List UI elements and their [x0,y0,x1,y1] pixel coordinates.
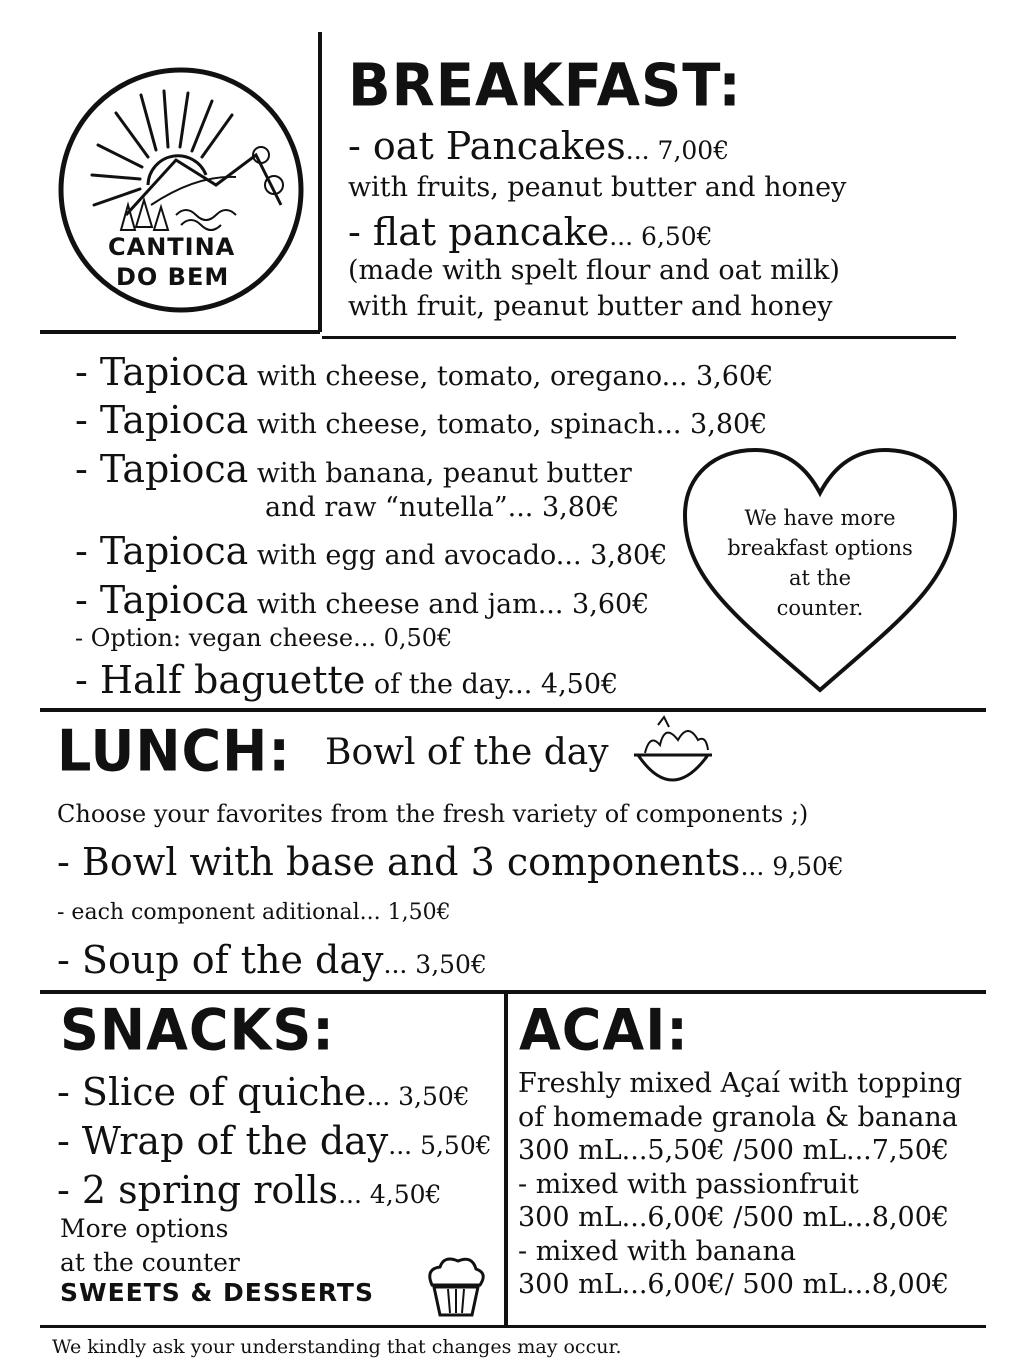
snacks-more-line1: More options [60,1214,229,1243]
acai-line: - mixed with passionfruit [518,1169,859,1200]
lunch-item [57,840,844,884]
acai-line: Freshly mixed Açaí with topping [518,1068,963,1099]
tapioca-item-cont: and raw “nutella”... 3,80€ [265,492,620,523]
item-name: - Tapioca [75,350,249,394]
acai-line: 300 mL...6,00€/ 500 mL...8,00€ [518,1269,950,1300]
logo [56,65,306,315]
breakfast-item [348,124,729,168]
item-name: - Tapioca [75,398,249,442]
item-name: - Tapioca [75,447,249,491]
heart-note-line: We have more [744,506,896,530]
item-name: - Wrap of the day [57,1119,389,1163]
logo-line1: CANTINA [108,233,236,261]
divider-logo-vertical [318,32,322,332]
snacks-more-line2: at the counter [60,1248,240,1277]
lunch-title: LUNCH: [57,718,291,785]
item-name: - Half baguette [75,658,366,702]
divider-footer-top [40,1325,986,1328]
tapioca-item [75,658,618,702]
item-price: ... 6,50€ [609,222,713,251]
item-name: - 2 spring rolls [57,1168,339,1212]
snack-item [57,1168,441,1212]
divider-logo-horizontal [40,330,320,334]
item-detail: with cheese, tomato, spinach... 3,80€ [248,409,768,440]
breakfast-desc: with fruits, peanut butter and honey [348,172,847,203]
salad-bowl-icon [630,715,715,795]
acai-line: 300 mL...5,50€ /500 mL...7,50€ [518,1135,950,1166]
item-name: - Slice of quiche [57,1070,367,1114]
item-detail: of the day... 4,50€ [365,669,619,700]
item-name: - Soup of the day [57,938,384,982]
lunch-subtitle: Bowl of the day [325,732,609,773]
heart-note-line: at the [788,566,852,590]
heart-note-line: breakfast options [727,536,913,560]
item-name: - Tapioca [75,578,249,622]
item-price: ... 3,50€ [383,950,487,979]
sweets-desserts-label: SWEETS & DESSERTS [60,1278,374,1307]
breakfast-desc: (made with spelt flour and oat milk) [348,255,840,286]
item-price: ... 7,00€ [625,136,730,165]
heart-note [680,445,960,695]
breakfast-desc: with fruit, peanut butter and honey [348,291,833,322]
item-name: - flat pancake [348,210,610,254]
divider-breakfast-bottom [322,336,956,339]
tapioca-item [75,350,773,394]
tapioca-item [75,398,767,442]
item-detail: with cheese, tomato, oregano... 3,60€ [248,361,774,392]
divider-snacks-top [40,990,986,994]
breakfast-item [348,210,713,254]
snack-item [57,1070,470,1114]
snacks-title: SNACKS: [60,997,335,1064]
divider-lunch-top [40,708,986,712]
lunch-extra: - each component aditional... 1,50€ [57,900,451,925]
item-name: - Tapioca [75,529,249,573]
item-name: - Bowl with base and 3 components [57,840,741,884]
heart-note-line: counter. [776,596,864,620]
muffin-icon [420,1255,490,1320]
footer-note: We kindly ask your understanding that changes may occur. [52,1336,622,1358]
item-price: ... 3,50€ [366,1082,470,1111]
divider-snacks-acai [504,992,508,1328]
item-detail: with banana, peanut butter [248,458,632,489]
acai-title: ACAI: [519,997,689,1064]
tapioca-item [75,578,649,622]
snack-item [57,1119,492,1163]
acai-line: - mixed with banana [518,1236,796,1267]
breakfast-title: BREAKFAST: [348,52,742,121]
tapioca-item [75,529,667,573]
acai-line: 300 mL...6,00€ /500 mL...8,00€ [518,1202,950,1233]
option-item: - Option: vegan cheese... 0,50€ [75,624,453,652]
lunch-intro: Choose your favorites from the fresh variety of components ;) [57,800,809,828]
item-detail: with egg and avocado... 3,80€ [248,540,668,571]
item-price: ... 9,50€ [740,852,844,881]
tapioca-item [75,447,632,491]
item-price: ... 5,50€ [388,1131,492,1160]
item-detail: with cheese and jam... 3,60€ [248,589,650,620]
lunch-item [57,938,487,982]
acai-line: of homemade granola & banana [518,1102,958,1133]
logo-line2: DO BEM [116,263,230,291]
item-name: - oat Pancakes [348,124,626,168]
item-price: ... 4,50€ [338,1180,442,1209]
